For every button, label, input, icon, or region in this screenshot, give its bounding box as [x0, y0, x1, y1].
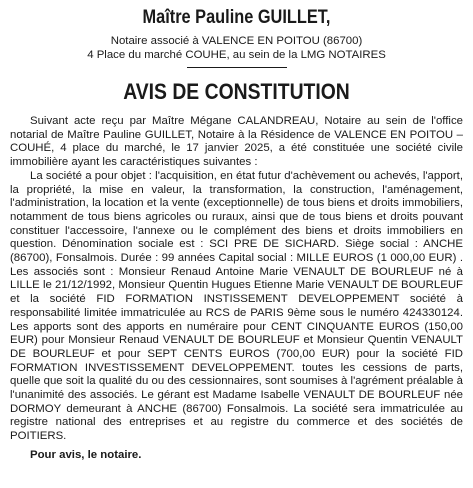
details-paragraph: La société a pour objet : l'acquisition, en état futur d'achèvement ou achevés, l'apport, la propriété, la mise en valeur, la transformation, la construction, l'aménagement, l'administration, la location et la vente (exceptionnelle) de tous biens et droits immobiliers, notamment de tous biens agricoles ou ruraux, ainsi que de tous biens et droits pouvant constituer l'accessoire, l'annexe ou le complément des biens et droits immobiliers en question. Dénomination sociale est : SCI PRE DE SICHARD. Siège social : ANCHE (86700), Fonsalmois. Durée : 99 années Capital social : MILLE EUROS (1 000,00 EUR) . Les associés sont : Monsieur Renaud Antoine Marie VENAULT DE BOURLEUF né à LILLE le 21/12/1992, Monsieur Quentin Hugues Etienne Marie VENAULT DE BOURLEUF et la société FID FORMATION INSTISSEMENT DEVELOPPEMENT société à responsabilité limitée immatriculée au RCS de PARIS 9ème sous le numéro 424330124. Les apports sont des apports en numéraire pour CENT CINQUANTE EUROS (150,00 EUR) pour Monsieur Renaud VENAULT DE BOURLEUF et Monsieur Quentin VENAULT DE BOURLEUF et pour SEPT CENTS EUROS (700,00 EUR) pour la société FID FORMATION INVESTISSEMENT DEVELOPPEMENT. toutes les cessions de parts, quelle que soit la qualité du ou des cessionnaires, sont soumises à l'agrément préalable à l'unanimité des associés. Le gérant est Madame Isabelle VENAULT DE BOURLEUF née DORMOY demeurant à ANCHE (86700) Fonsalmois. La société sera immatriculée au registre national des entreprises et au registre du commerce et des sociétés de POITIERS. [10, 169, 463, 443]
signoff: Pour avis, le notaire. [30, 448, 142, 461]
divider [187, 67, 287, 68]
notice-title: AVIS DE CONSTITUTION [123, 79, 350, 104]
notary-address: 4 Place du marché COUHE, au sein de la LMG NOTAIRES [87, 49, 386, 61]
notary-office: Notaire associé à VALENCE EN POITOU (86700) [110, 35, 363, 47]
notary-name: Maître Pauline GUILLET, [142, 7, 331, 28]
intro-paragraph: Suivant acte reçu par Maître Mégane CALANDREAU, Notaire au sein de l'office notarial de Maître Pauline GUILLET, Notaire à la Résidence de VALENCE EN POITOU – COUHÉ, 4 place du marché, le 17 janvier 2025, a été constituée une société civile immobilière ayant les caractéristiques suivantes : [10, 115, 463, 169]
notice-body [10, 115, 463, 444]
